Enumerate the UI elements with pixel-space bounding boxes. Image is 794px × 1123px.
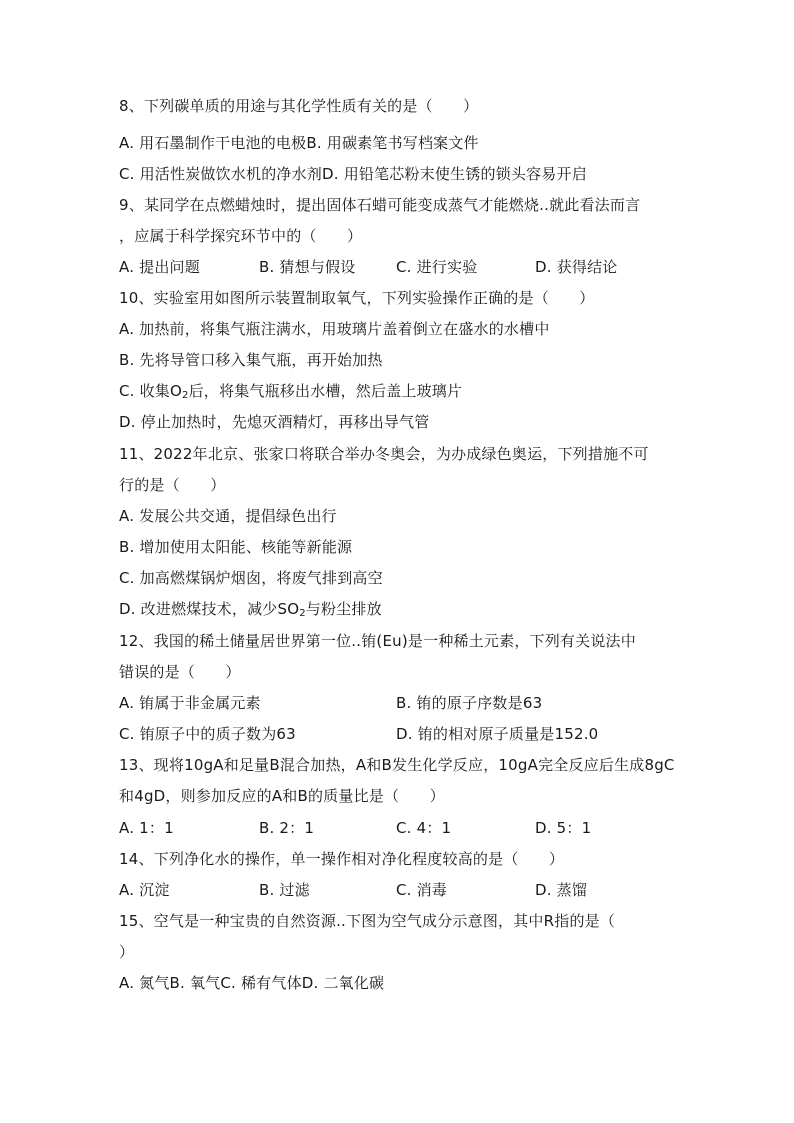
q10-option-a: A. 加热前，将集气瓶注满水，用玻璃片盖着倒立在盛水的水槽中 (119, 320, 550, 338)
q14-option-c: C. 消毒 (396, 881, 448, 899)
q12-stem-line2: 错误的是（ ） (119, 663, 241, 681)
q10-option-c-pre: C. 收集O (119, 382, 183, 400)
q15-options: A. 氮气B. 氧气C. 稀有气体D. 二氧化碳 (119, 974, 385, 992)
q13-option-c: C. 4：1 (396, 819, 452, 837)
q12-option-a: A. 铕属于非金属元素 (119, 694, 261, 712)
q13-option-d: D. 5：1 (535, 819, 592, 837)
q10-option-c-subscript: 2 (182, 390, 189, 401)
q13-option-b: B. 2：1 (259, 819, 315, 837)
q15-stem-line1: 15、空气是一种宝贵的自然资源..下图为空气成分示意图，其中R指的是（ (119, 912, 616, 930)
q9-stem-line2: ，应属于科学探究环节中的（ ） (119, 227, 363, 245)
q13-stem-line1: 13、现将10gA和足量B混合加热，A和B发生化学反应，10gA完全反应后生成8gC (119, 756, 675, 774)
q11-option-b: B. 增加使用太阳能、核能等新能源 (119, 538, 353, 556)
q9-option-d: D. 获得结论 (535, 258, 618, 276)
q10-option-d: D. 停止加热时，先熄灭酒精灯，再移出导气管 (119, 413, 430, 431)
q11-option-d-pre: D. 改进燃煤技术，减少SO (119, 600, 300, 618)
q11-option-d (119, 599, 382, 619)
q14-option-d: D. 蒸馏 (535, 881, 588, 899)
q11-option-a: A. 发展公共交通，提倡绿色出行 (119, 507, 337, 525)
q10-option-c (119, 381, 462, 401)
q13-option-a: A. 1：1 (119, 819, 174, 837)
q11-option-c: C. 加高燃煤锅炉烟囱，将废气排到高空 (119, 569, 383, 587)
q13-stem-line2: 和4gD，则参加反应的A和B的质量比是（ ） (119, 787, 445, 805)
q14-option-b: B. 过滤 (259, 881, 310, 899)
q11-stem-line2: 行的是（ ） (119, 476, 226, 494)
q8-options-ab: A. 用石墨制作干电池的电极B. 用碳素笔书写档案文件 (119, 134, 479, 152)
q12-stem-line1: 12、我国的稀土储量居世界第一位..铕(Eu)是一种稀土元素，下列有关说法中 (119, 632, 636, 650)
q10-option-c-post: 后，将集气瓶移出水槽，然后盖上玻璃片 (188, 382, 463, 400)
q11-stem-line1: 11、2022年北京、张家口将联合举办冬奥会，为办成绿色奥运，下列措施不可 (119, 445, 649, 463)
q9-stem-line1: 9、某同学在点燃蜡烛时，提出固体石蜡可能变成蒸气才能燃烧..就此看法而言 (119, 196, 641, 214)
q14-option-a: A. 沉淀 (119, 881, 170, 899)
q11-option-d-subscript: 2 (299, 608, 306, 619)
q10-option-b: B. 先将导管口移入集气瓶，再开始加热 (119, 351, 383, 369)
q10-stem: 10、实验室用如图所示装置制取氧气，下列实验操作正确的是（ ） (119, 289, 595, 307)
q8-stem: 8、下列碳单质的用途与其化学性质有关的是（ ） (119, 97, 479, 115)
q12-option-c: C. 铕原子中的质子数为63 (119, 725, 296, 743)
q14-stem: 14、下列净化水的操作，单一操作相对净化程度较高的是（ ） (119, 850, 565, 868)
q15-stem-line2: ） (119, 943, 135, 961)
q12-option-d: D. 铕的相对原子质量是152.0 (396, 725, 599, 743)
q8-options-cd: C. 用活性炭做饮水机的净水剂D. 用铅笔芯粉末使生锈的锁头容易开启 (119, 165, 587, 183)
q9-option-a: A. 提出问题 (119, 258, 200, 276)
q9-option-c: C. 进行实验 (396, 258, 478, 276)
q12-option-b: B. 铕的原子序数是63 (396, 694, 543, 712)
q11-option-d-post: 与粉尘排放 (305, 600, 382, 618)
q9-option-b: B. 猜想与假设 (259, 258, 356, 276)
